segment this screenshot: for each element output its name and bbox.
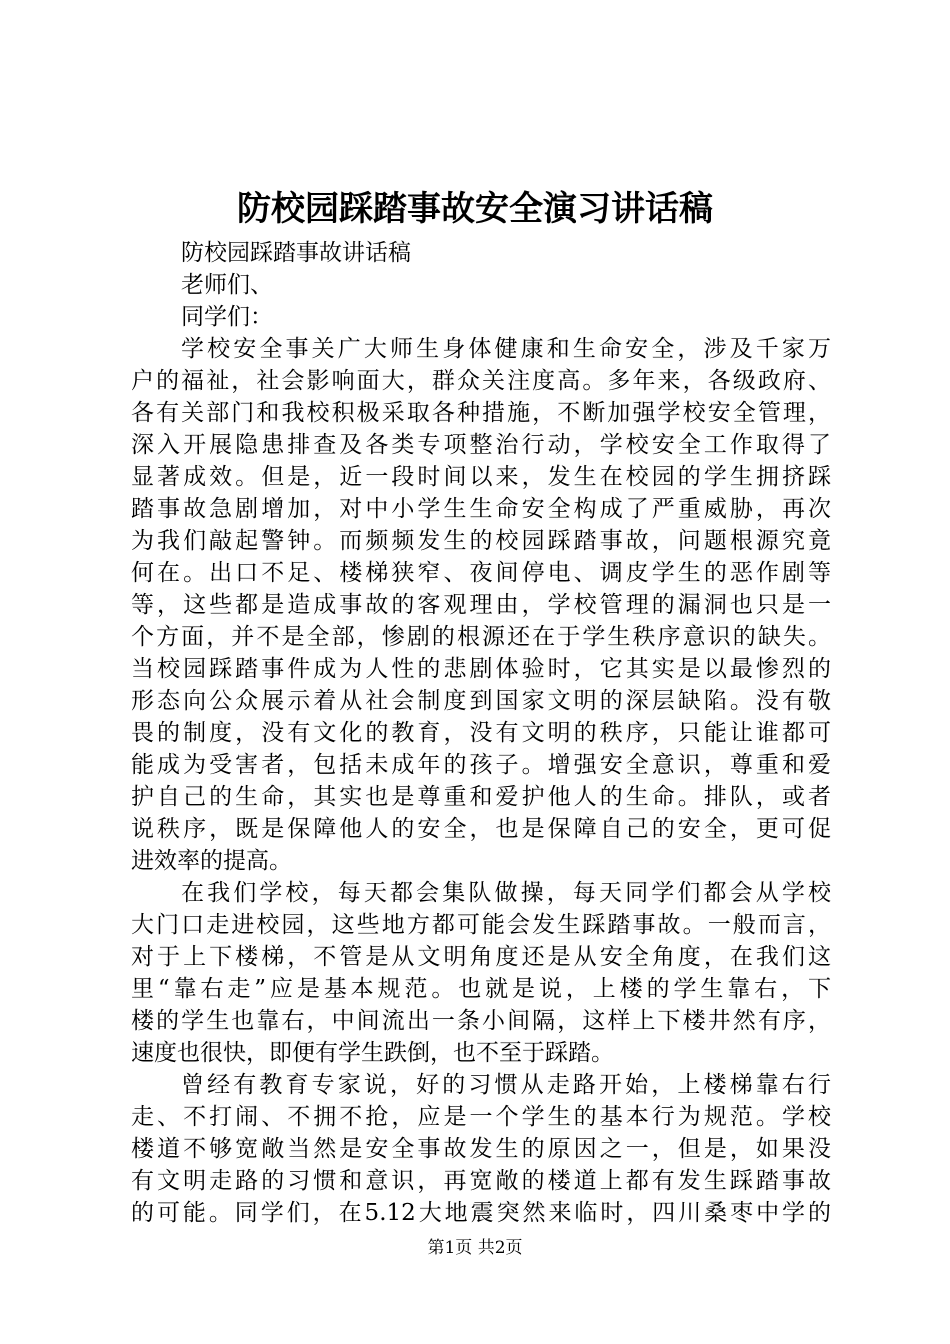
paragraph-line: 说秩序，既是保障他人的安全，也是保障自己的安全，更可促 xyxy=(131,816,831,842)
paragraph-line: 显著成效。但是，近一段时间以来，发生在校园的学生拥挤踩 xyxy=(131,464,831,490)
paragraph-line: 大门口走进校园，这些地方都可能会发生踩踏事故。一般而言， xyxy=(131,912,831,938)
paragraph-line: 个方面，并不是全部，惨剧的根源还在于学生秩序意识的缺失。 xyxy=(131,624,831,650)
salutation-line: 同学们： xyxy=(181,304,273,330)
paragraph-line: 为我们敲起警钟。而频频发生的校园踩踏事故，问题根源究竟 xyxy=(131,528,831,554)
paragraph-line: 在我们学校，每天都会集队做操，每天同学们都会从学校 xyxy=(181,880,831,906)
paragraph-line: 对于上下楼梯，不管是从文明角度还是从安全角度，在我们这 xyxy=(131,944,831,970)
paragraph-line: 的可能。同学们，在5.12大地震突然来临时，四川桑枣中学的 xyxy=(131,1200,831,1226)
paragraph-line: 速度也很快，即便有学生跌倒，也不至于踩踏。 xyxy=(131,1040,614,1066)
paragraph-line: 学校安全事关广大师生身体健康和生命安全，涉及千家万 xyxy=(181,336,831,362)
paragraph-line: 走、不打闹、不拥不抢，应是一个学生的基本行为规范。学校 xyxy=(131,1104,831,1130)
paragraph-line: 楼的学生也靠右，中间流出一条小间隔，这样上下楼井然有序， xyxy=(131,1008,831,1034)
paragraph-line: 畏的制度，没有文化的教育，没有文明的秩序，只能让谁都可 xyxy=(131,720,831,746)
salutation-line: 老师们、 xyxy=(181,272,273,298)
paragraph-line: 踏事故急剧增加，对中小学生生命安全构成了严重威胁，再次 xyxy=(131,496,831,522)
paragraph-line: 楼道不够宽敞当然是安全事故发生的原因之一，但是，如果没 xyxy=(131,1136,831,1162)
paragraph-line: 何在。出口不足、楼梯狭窄、夜间停电、调皮学生的恶作剧等 xyxy=(131,560,831,586)
subtitle-line: 防校园踩踏事故讲话稿 xyxy=(181,240,411,266)
paragraph-line: 进效率的提高。 xyxy=(131,848,292,874)
document-title: 防校园踩踏事故安全演习讲话稿 xyxy=(237,189,713,229)
paragraph-line: 当校园踩踏事件成为人性的悲剧体验时，它其实是以最惨烈的 xyxy=(131,656,831,682)
paragraph-line: 能成为受害者，包括未成年的孩子。增强安全意识，尊重和爱 xyxy=(131,752,831,778)
paragraph-line: 里“靠右走”应是基本规范。也就是说，上楼的学生靠右，下 xyxy=(131,976,831,1002)
paragraph-line: 有文明走路的习惯和意识，再宽敞的楼道上都有发生踩踏事故 xyxy=(131,1168,831,1194)
paragraph-line: 户的福祉，社会影响面大，群众关注度高。多年来，各级政府、 xyxy=(131,368,831,394)
paragraph-line: 护自己的生命，其实也是尊重和爱护他人的生命。排队，或者 xyxy=(131,784,831,810)
paragraph-line: 形态向公众展示着从社会制度到国家文明的深层缺陷。没有敬 xyxy=(131,688,831,714)
document-body xyxy=(131,237,831,1229)
paragraph-line: 等，这些都是造成事故的客观理由，学校管理的漏洞也只是一 xyxy=(131,592,831,618)
paragraph-line: 曾经有教育专家说，好的习惯从走路开始，上楼梯靠右行 xyxy=(181,1072,831,1098)
paragraph-line: 深入开展隐患排查及各类专项整治行动，学校安全工作取得了 xyxy=(131,432,831,458)
page-number-footer: 第1页 共2页 xyxy=(427,1238,523,1258)
paragraph-line: 各有关部门和我校积极采取各种措施，不断加强学校安全管理， xyxy=(131,400,831,426)
